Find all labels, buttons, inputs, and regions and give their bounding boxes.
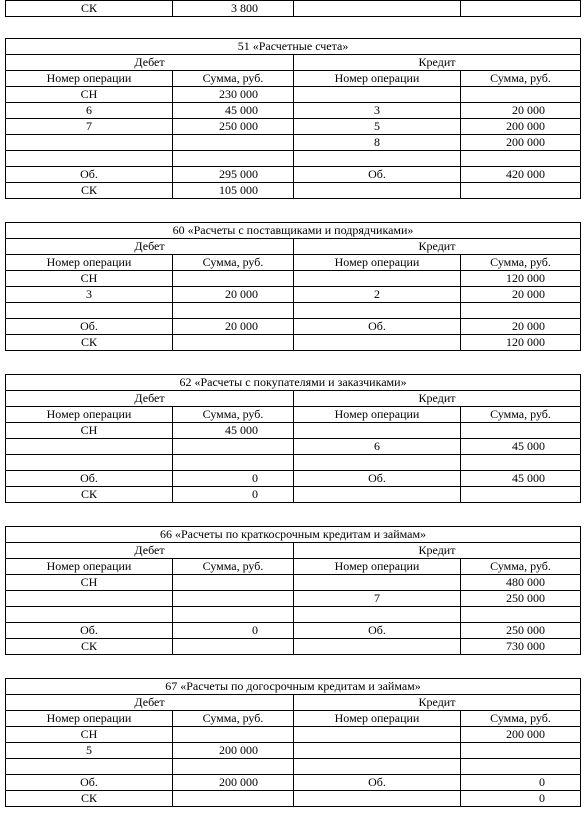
debit-sum-cell bbox=[173, 439, 294, 455]
debit-sum-cell: 200 000 bbox=[173, 743, 294, 759]
debit-op-cell: Об. bbox=[6, 775, 173, 791]
table-row bbox=[6, 727, 581, 743]
debit-sum-cell: 20 000 bbox=[173, 319, 294, 335]
debit-op-cell: 3 bbox=[6, 287, 173, 303]
account-title-row bbox=[6, 39, 581, 55]
turnover-row bbox=[6, 167, 581, 183]
table-row bbox=[6, 287, 581, 303]
debit-sum-cell bbox=[173, 135, 294, 151]
side-header-row bbox=[6, 543, 581, 559]
op-number-header: Номер операции bbox=[294, 407, 461, 423]
debit-sum-cell: 200 000 bbox=[173, 775, 294, 791]
table-row bbox=[6, 423, 581, 439]
table-row bbox=[6, 591, 581, 607]
credit-op-cell: Об. bbox=[294, 775, 461, 791]
credit-sum-cell bbox=[461, 455, 581, 471]
credit-sum-cell: 200 000 bbox=[461, 135, 581, 151]
debit-op-cell bbox=[6, 607, 173, 623]
debit-sum-cell bbox=[173, 727, 294, 743]
op-number-header: Номер операции bbox=[6, 71, 173, 87]
top-closing-row-table bbox=[5, 0, 581, 17]
debit-op-cell: СН bbox=[6, 271, 173, 287]
sum-header: Сумма, руб. bbox=[173, 407, 294, 423]
credit-op-cell bbox=[294, 639, 461, 655]
table-row bbox=[6, 439, 581, 455]
credit-op-cell bbox=[294, 575, 461, 591]
debit-op-cell bbox=[6, 455, 173, 471]
credit-sum-cell: 120 000 bbox=[461, 271, 581, 287]
credit-op-cell bbox=[294, 87, 461, 103]
op-number-header: Номер операции bbox=[294, 71, 461, 87]
sum-header: Сумма, руб. bbox=[461, 559, 581, 575]
closing-balance-row bbox=[6, 487, 581, 503]
credit-op-cell: 8 bbox=[294, 135, 461, 151]
debit-sum-cell bbox=[173, 151, 294, 167]
account-title: 60 «Расчеты с поставщиками и подрядчиками» bbox=[6, 223, 581, 239]
credit-header: Кредит bbox=[294, 239, 581, 255]
credit-sum-cell bbox=[461, 487, 581, 503]
closing-balance-row bbox=[6, 335, 581, 351]
debit-sum-cell bbox=[173, 591, 294, 607]
account-title: 66 «Расчеты по краткосрочным кредитам и займам» bbox=[6, 527, 581, 543]
turnover-row bbox=[6, 623, 581, 639]
debit-op-cell: Об. bbox=[6, 319, 173, 335]
debit-op-cell: СН bbox=[6, 87, 173, 103]
credit-sum-cell bbox=[461, 303, 581, 319]
op-number-header: Номер операции bbox=[6, 407, 173, 423]
credit-op-cell bbox=[294, 743, 461, 759]
debit-op-cell: 7 bbox=[6, 119, 173, 135]
debit-op-cell bbox=[6, 151, 173, 167]
table-row bbox=[6, 455, 581, 471]
debit-sum-cell: 45 000 bbox=[173, 103, 294, 119]
table-row bbox=[6, 151, 581, 167]
account-66-table bbox=[5, 526, 581, 655]
operation-cell bbox=[294, 1, 461, 17]
credit-sum-cell: 250 000 bbox=[461, 591, 581, 607]
debit-op-cell: Об. bbox=[6, 623, 173, 639]
account-title: 51 «Расчетные счета» bbox=[6, 39, 581, 55]
table-row bbox=[6, 743, 581, 759]
debit-sum-cell bbox=[173, 575, 294, 591]
closing-balance-row bbox=[6, 791, 581, 807]
op-number-header: Номер операции bbox=[294, 711, 461, 727]
credit-sum-cell bbox=[461, 87, 581, 103]
credit-header: Кредит bbox=[294, 55, 581, 71]
debit-op-cell: СК bbox=[6, 791, 173, 807]
side-header-row bbox=[6, 695, 581, 711]
debit-op-cell: 6 bbox=[6, 103, 173, 119]
credit-op-cell bbox=[294, 607, 461, 623]
account-title-row bbox=[6, 223, 581, 239]
account-67-table bbox=[5, 678, 581, 807]
account-title: 67 «Расчеты по догосрочным кредитам и займам» bbox=[6, 679, 581, 695]
credit-op-cell: Об. bbox=[294, 319, 461, 335]
credit-op-cell bbox=[294, 303, 461, 319]
op-number-header: Номер операции bbox=[294, 255, 461, 271]
credit-op-cell bbox=[294, 423, 461, 439]
debit-sum-cell: 45 000 bbox=[173, 423, 294, 439]
account-title: 62 «Расчеты с покупателями и заказчиками» bbox=[6, 375, 581, 391]
op-number-header: Номер операции bbox=[6, 711, 173, 727]
sum-header: Сумма, руб. bbox=[173, 559, 294, 575]
column-header-row bbox=[6, 255, 581, 271]
credit-op-cell bbox=[294, 151, 461, 167]
debit-header: Дебет bbox=[6, 543, 294, 559]
column-header-row bbox=[6, 559, 581, 575]
debit-op-cell: СК bbox=[6, 639, 173, 655]
closing-balance-row bbox=[6, 639, 581, 655]
account-51-table bbox=[5, 38, 581, 199]
credit-op-cell: 7 bbox=[294, 591, 461, 607]
debit-sum-cell: 295 000 bbox=[173, 167, 294, 183]
debit-sum-cell bbox=[173, 607, 294, 623]
credit-op-cell bbox=[294, 727, 461, 743]
credit-sum-cell: 0 bbox=[461, 791, 581, 807]
table-row bbox=[6, 607, 581, 623]
sum-header: Сумма, руб. bbox=[173, 255, 294, 271]
table-row bbox=[6, 119, 581, 135]
credit-op-cell bbox=[294, 183, 461, 199]
credit-sum-cell: 120 000 bbox=[461, 335, 581, 351]
debit-sum-cell bbox=[173, 335, 294, 351]
account-title-row bbox=[6, 527, 581, 543]
credit-sum-cell bbox=[461, 607, 581, 623]
turnover-row bbox=[6, 319, 581, 335]
debit-op-cell: СК bbox=[6, 487, 173, 503]
debit-op-cell: СН bbox=[6, 423, 173, 439]
sum-cell: 3 800 bbox=[173, 1, 294, 17]
sum-header: Сумма, руб. bbox=[173, 71, 294, 87]
credit-sum-cell bbox=[461, 423, 581, 439]
credit-sum-cell: 420 000 bbox=[461, 167, 581, 183]
credit-sum-cell: 20 000 bbox=[461, 287, 581, 303]
table-row bbox=[6, 271, 581, 287]
debit-sum-cell bbox=[173, 759, 294, 775]
table-row bbox=[6, 303, 581, 319]
credit-sum-cell: 45 000 bbox=[461, 439, 581, 455]
debit-op-cell: 5 bbox=[6, 743, 173, 759]
debit-sum-cell bbox=[173, 271, 294, 287]
account-60-table bbox=[5, 222, 581, 351]
credit-sum-cell: 250 000 bbox=[461, 623, 581, 639]
table-row bbox=[6, 103, 581, 119]
column-header-row bbox=[6, 711, 581, 727]
debit-sum-cell: 105 000 bbox=[173, 183, 294, 199]
credit-op-cell bbox=[294, 487, 461, 503]
debit-sum-cell bbox=[173, 639, 294, 655]
side-header-row bbox=[6, 55, 581, 71]
debit-sum-cell: 0 bbox=[173, 487, 294, 503]
credit-op-cell: 2 bbox=[294, 287, 461, 303]
credit-op-cell: Об. bbox=[294, 623, 461, 639]
debit-header: Дебет bbox=[6, 391, 294, 407]
sum-header: Сумма, руб. bbox=[461, 71, 581, 87]
debit-sum-cell bbox=[173, 303, 294, 319]
credit-sum-cell bbox=[461, 743, 581, 759]
credit-op-cell: 3 bbox=[294, 103, 461, 119]
column-header-row bbox=[6, 71, 581, 87]
sum-header: Сумма, руб. bbox=[461, 255, 581, 271]
debit-op-cell: СК bbox=[6, 335, 173, 351]
account-title-row bbox=[6, 375, 581, 391]
op-number-header: Номер операции bbox=[6, 255, 173, 271]
credit-sum-cell bbox=[461, 151, 581, 167]
credit-op-cell bbox=[294, 455, 461, 471]
credit-sum-cell: 480 000 bbox=[461, 575, 581, 591]
debit-sum-cell bbox=[173, 791, 294, 807]
table-row bbox=[6, 135, 581, 151]
debit-header: Дебет bbox=[6, 55, 294, 71]
credit-op-cell: 5 bbox=[294, 119, 461, 135]
debit-op-cell: СН bbox=[6, 727, 173, 743]
turnover-row bbox=[6, 775, 581, 791]
debit-sum-cell bbox=[173, 455, 294, 471]
debit-op-cell bbox=[6, 759, 173, 775]
sum-header: Сумма, руб. bbox=[173, 711, 294, 727]
credit-header: Кредит bbox=[294, 543, 581, 559]
debit-op-cell bbox=[6, 303, 173, 319]
debit-op-cell bbox=[6, 439, 173, 455]
credit-op-cell: 6 bbox=[294, 439, 461, 455]
credit-sum-cell: 200 000 bbox=[461, 727, 581, 743]
table-row bbox=[6, 1, 581, 17]
account-title-row bbox=[6, 679, 581, 695]
side-header-row bbox=[6, 391, 581, 407]
debit-op-cell: СК bbox=[6, 183, 173, 199]
debit-op-cell bbox=[6, 591, 173, 607]
column-header-row bbox=[6, 407, 581, 423]
debit-header: Дебет bbox=[6, 695, 294, 711]
debit-op-cell bbox=[6, 135, 173, 151]
side-header-row bbox=[6, 239, 581, 255]
debit-sum-cell: 250 000 bbox=[173, 119, 294, 135]
debit-sum-cell: 0 bbox=[173, 471, 294, 487]
credit-sum-cell: 730 000 bbox=[461, 639, 581, 655]
table-row bbox=[6, 759, 581, 775]
op-number-header: Номер операции bbox=[294, 559, 461, 575]
debit-sum-cell: 230 000 bbox=[173, 87, 294, 103]
credit-sum-cell: 20 000 bbox=[461, 319, 581, 335]
sum-cell bbox=[461, 1, 581, 17]
debit-header: Дебет bbox=[6, 239, 294, 255]
table-row bbox=[6, 575, 581, 591]
sum-header: Сумма, руб. bbox=[461, 407, 581, 423]
credit-sum-cell bbox=[461, 759, 581, 775]
credit-sum-cell: 200 000 bbox=[461, 119, 581, 135]
operation-cell: СК bbox=[6, 1, 173, 17]
credit-header: Кредит bbox=[294, 391, 581, 407]
debit-sum-cell: 20 000 bbox=[173, 287, 294, 303]
debit-sum-cell: 0 bbox=[173, 623, 294, 639]
debit-op-cell: Об. bbox=[6, 167, 173, 183]
op-number-header: Номер операции bbox=[6, 559, 173, 575]
debit-op-cell: Об. bbox=[6, 471, 173, 487]
account-62-table bbox=[5, 374, 581, 503]
credit-sum-cell: 45 000 bbox=[461, 471, 581, 487]
credit-op-cell bbox=[294, 791, 461, 807]
credit-op-cell bbox=[294, 271, 461, 287]
turnover-row bbox=[6, 471, 581, 487]
credit-op-cell: Об. bbox=[294, 471, 461, 487]
sum-header: Сумма, руб. bbox=[461, 711, 581, 727]
credit-op-cell: Об. bbox=[294, 167, 461, 183]
credit-header: Кредит bbox=[294, 695, 581, 711]
credit-op-cell bbox=[294, 759, 461, 775]
closing-balance-row bbox=[6, 183, 581, 199]
debit-op-cell: СН bbox=[6, 575, 173, 591]
credit-sum-cell: 20 000 bbox=[461, 103, 581, 119]
credit-op-cell bbox=[294, 335, 461, 351]
credit-sum-cell bbox=[461, 183, 581, 199]
credit-sum-cell: 0 bbox=[461, 775, 581, 791]
table-row bbox=[6, 87, 581, 103]
